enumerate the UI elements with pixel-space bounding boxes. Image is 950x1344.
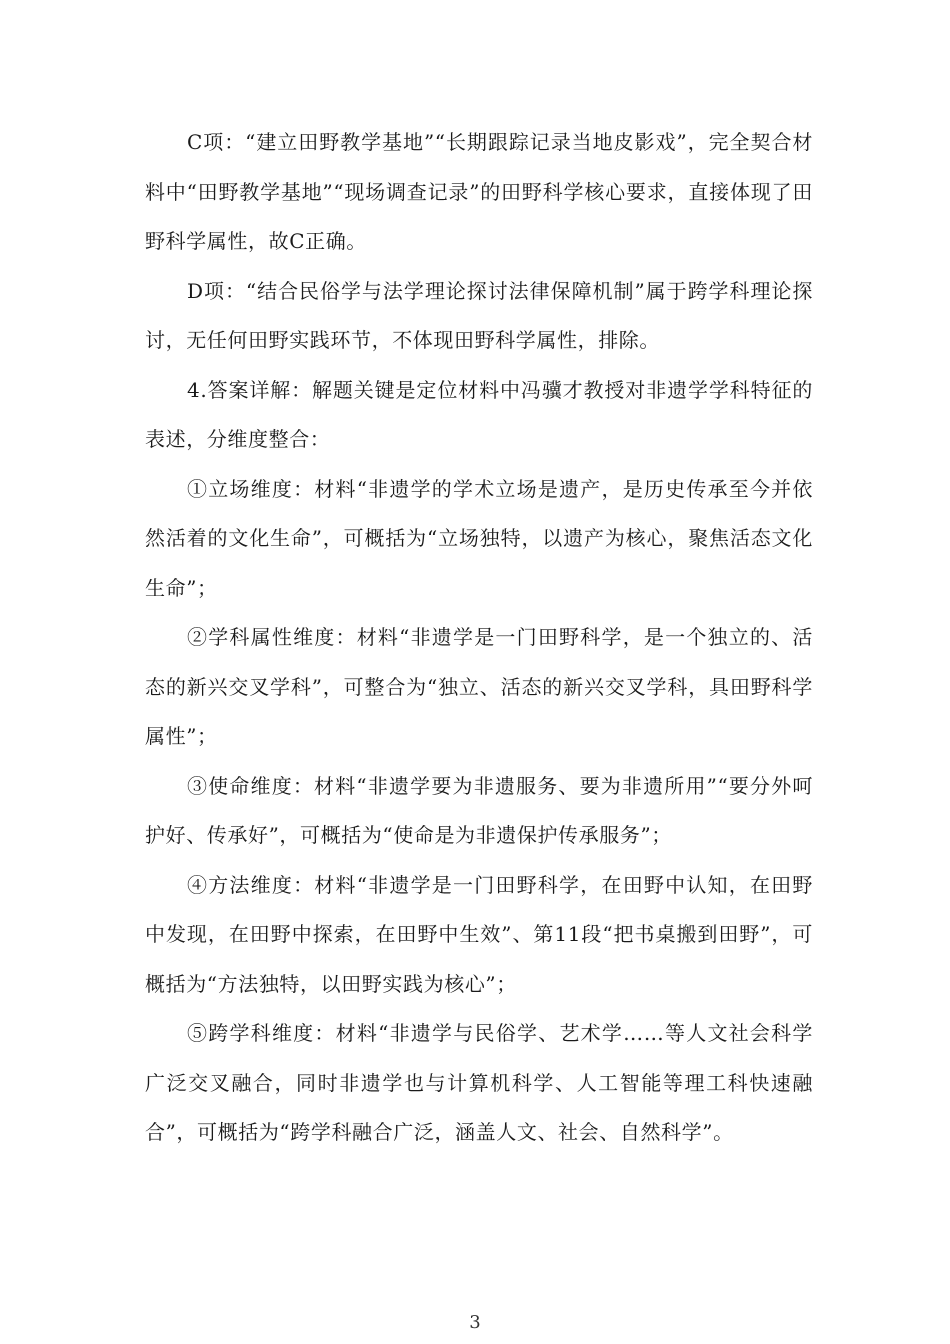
page-number: 3	[469, 1312, 481, 1333]
paragraph-stance-dimension: ①立场维度：材料“非遗学的学术立场是遗产，是历史传承至今并依然活着的文化生命”，可概括为“立场独特，以遗产为核心，聚焦活态文化生命”；	[145, 476, 813, 600]
paragraph-option-d: D项：“结合民俗学与法学理论探讨法律保障机制”属于跨学科理论探讨，无任何田野实践环节，不体现田野科学属性，排除。	[145, 278, 813, 352]
paragraph-option-c: C项：“建立田野教学基地”“长期跟踪记录当地皮影戏”，完全契合材料中“田野教学基地”“现场调查记录”的田野科学核心要求，直接体现了田野科学属性，故C正确。	[145, 130, 813, 253]
paragraph-interdisciplinary-dimension: ⑤跨学科维度：材料“非遗学与民俗学、艺术学……等人文社会科学广泛交叉融合，同时非遗学也与计算机科学、人工智能等理工科快速融合”，可概括为“跨学科融合广泛，涵盖人文、社会、自然科学”。	[145, 1021, 813, 1144]
paragraph-mission-dimension: ③使命维度：材料“非遗学要为非遗服务、要为非遗所用”“要分外呵护好、传承好”，可概括为“使命是为非遗保护传承服务”；	[145, 773, 813, 847]
paragraph-method-dimension: ④方法维度：材料“非遗学是一门田野科学，在田野中认知，在田野中发现，在田野中探索，在田野中生效”、第11段“把书桌搬到田野”，可概括为“方法独特，以田野实践为核心”；	[145, 872, 813, 996]
paragraph-answer-4-intro: 4.答案详解：解题关键是定位材料中冯骥才教授对非遗学学科特征的表述，分维度整合：	[145, 377, 813, 451]
paragraph-discipline-dimension: ②学科属性维度：材料“非遗学是一门田野科学，是一个独立的、活态的新兴交叉学科”，可整合为“独立、活态的新兴交叉学科，具田野科学属性”；	[145, 625, 813, 748]
document-body	[145, 118, 813, 1158]
